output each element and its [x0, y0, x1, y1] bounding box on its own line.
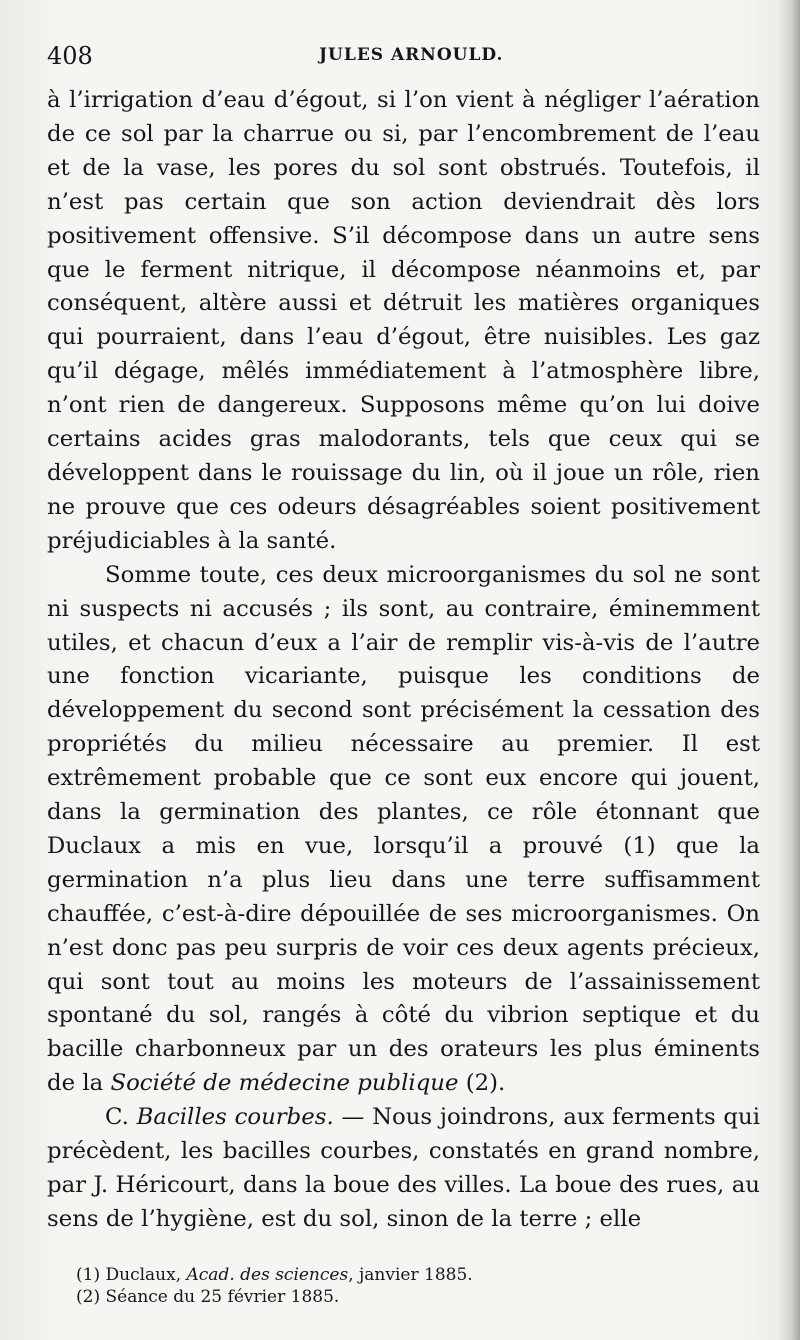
society-name: Société de médecine publique — [110, 1070, 459, 1097]
running-head: JULES ARNOULD. — [319, 45, 504, 65]
paragraph-microorganisms — [47, 559, 760, 1102]
page-gutter-shadow — [778, 0, 800, 1340]
section-title: Bacilles courbes. — [136, 1104, 334, 1131]
footnote-date: , janvier 1885. — [348, 1265, 473, 1285]
footnote-text: (1) Duclaux, — [76, 1265, 187, 1285]
paragraph-text: Somme toute, ces deux microorganismes du sol ne sont ni suspects ni accusés ; ils sont, au contraire, éminemment utiles, et chacun d’eux a l’air de remplir vis-à-vis de l’autre une fonction vicariante, puisque les conditions de développement du second sont précisément la cessation des propriétés du milieu nécessaire au premier. Il est extrêmement probable que ce sont eux encore qui jouent, dans la germination des plantes, ce rôle étonnant que Duclaux a mis en vue, lorsqu’il a prouvé (1) que la germination n’a plus lieu dans une terre suffisamment chauffée, c’est-à-dire dépouillée de ses microorganismes. On n’est donc pas peu surpris de voir ces deux agents précieux, qui sont tout au moins les moteurs de l’assainissement spontané du sol, rangés à côté du vibrion septique et du bacille charbonneux par un des orateurs les plus éminents de la — [47, 561, 760, 1097]
page-header — [47, 40, 760, 76]
footnote-source: Acad. des sciences — [186, 1265, 349, 1285]
page-number: 408 — [47, 42, 93, 70]
footnote-text: (2) Séance du 25 février 1885. — [76, 1287, 340, 1307]
body-text — [47, 84, 760, 1237]
footnotes — [76, 1264, 756, 1308]
paragraph-text-end: (2). — [458, 1070, 506, 1097]
paragraph-text: à l’irrigation d’eau d’égout, si l’on vient à négliger l’aération de ce sol par la charrue ou si, par l’encombrement de l’eau et de la vase, les pores du sol sont obstrués. Toutefois, il n’est pas certain que son action deviendrait dès lors positivement offensive. S’il décompose dans un autre sens que le ferment nitrique, il décompose néanmoins et, par conséquent, altère aussi et détruit les matières organiques qui pourraient, dans l’eau d’égout, être nuisibles. Les gaz qu’il dégage, mêlés immédiatement à l’atmosphère libre, n’ont rien de dangereux. Supposons même qu’on lui doive certains acides gras malodorants, tels que ceux qui se développent dans le rouissage du lin, où il joue un rôle, rien ne prouve que ces odeurs désagréables soient positivement préjudiciables à la santé. — [47, 87, 760, 554]
paragraph-continued — [47, 84, 760, 559]
paragraph-text: — Nous joindrons, aux ferments qui précèdent, les bacilles courbes, constatés en grand nombre, par J. Héricourt, dans la boue des villes. La boue des rues, au sens de l’hygiène, est du sol, sinon de la terre ; elle — [47, 1104, 760, 1232]
section-label: C. — [105, 1104, 137, 1131]
footnote-2 — [76, 1286, 756, 1308]
footnote-1 — [76, 1264, 756, 1286]
paragraph-bacilles-courbes — [47, 1101, 760, 1237]
